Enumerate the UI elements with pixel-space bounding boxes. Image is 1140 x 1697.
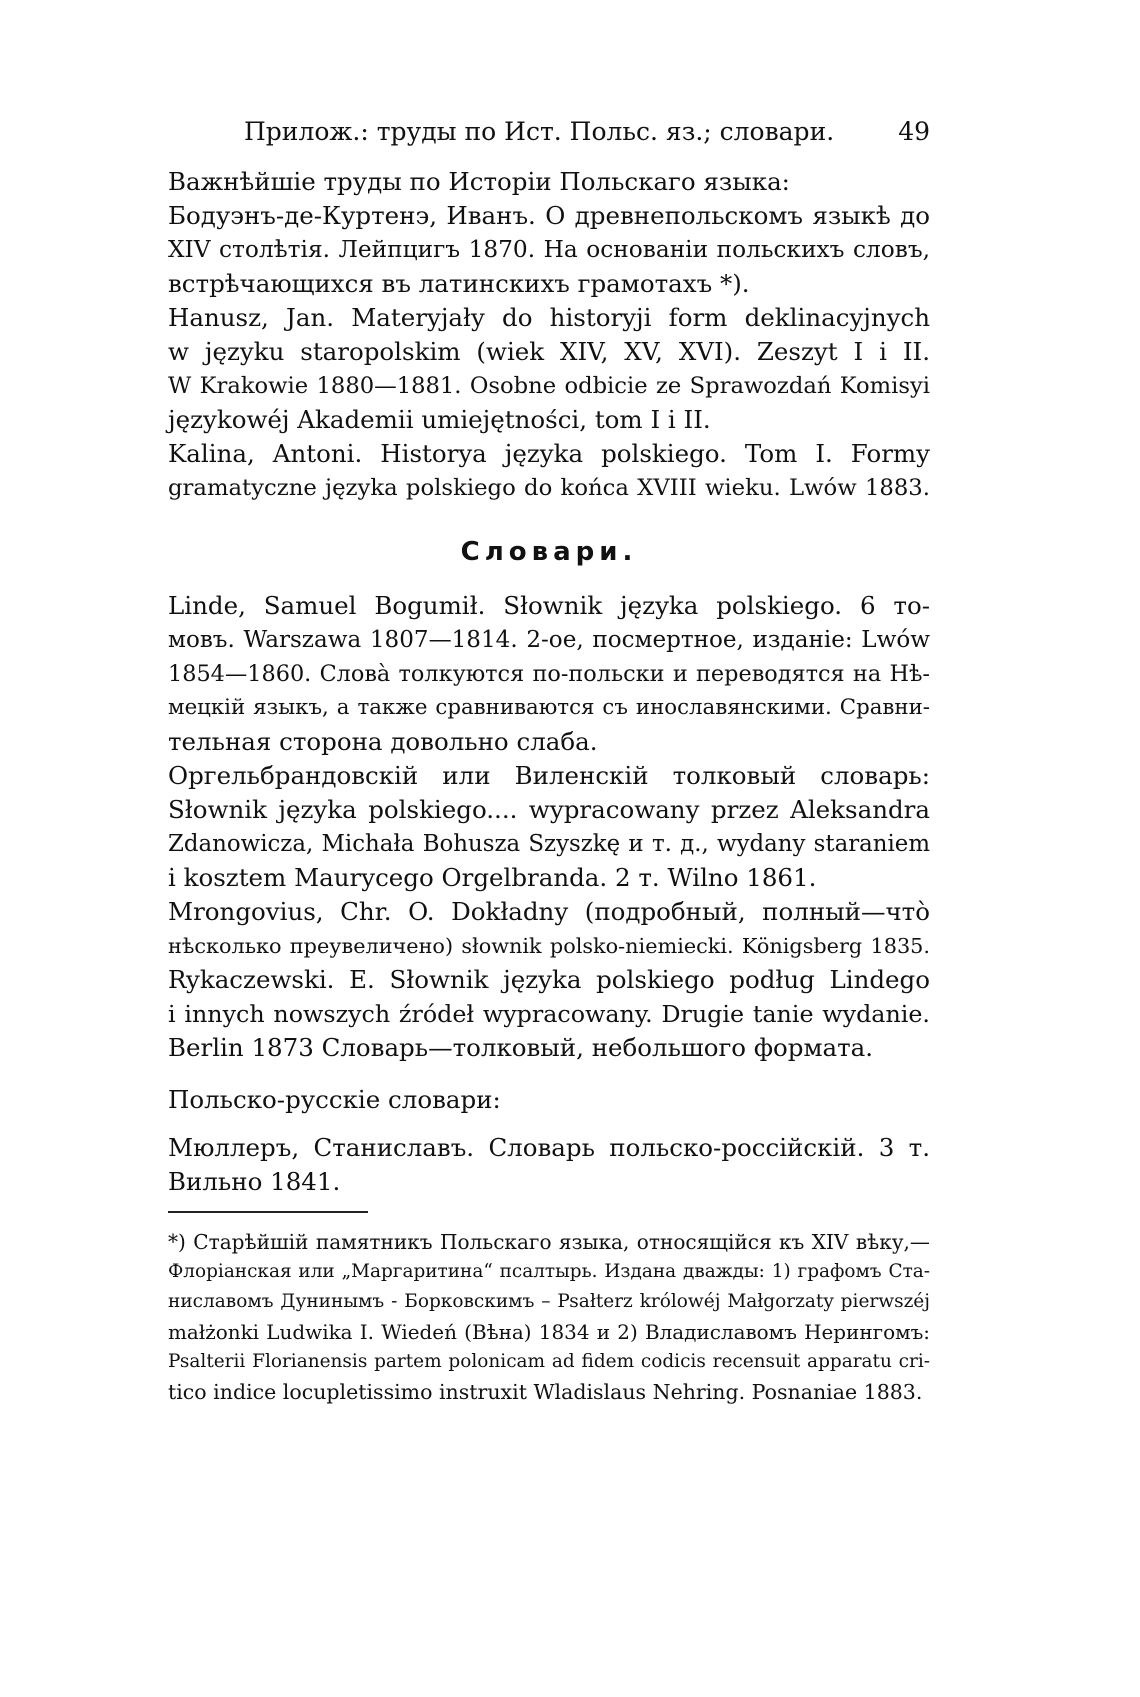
subsection-block — [168, 1083, 930, 1199]
text-line: W Krakowie 1880—1881. Osobne odbicie ze Sprawozdań Komisyi — [168, 373, 930, 399]
intro-heading: Важнѣйшіе труды по Исторіи Польскаго языка: — [168, 167, 790, 196]
text-line: Бодуэнъ-де-Куртенэ, Иванъ. О древнепольскомъ языкѣ до — [168, 201, 930, 230]
page-number: 49 — [898, 117, 930, 146]
text-line: Мюллеръ, Станиславъ. Словарь польско-россійскій. 3 т. — [168, 1133, 930, 1162]
text-line: нѣсколько преувеличено) słownik polsko-niemiecki. Königsberg 1835. — [168, 934, 930, 958]
section-block — [168, 589, 930, 1065]
text-line: мецкій языкъ, а также сравниваются съ инославянскими. Сравни- — [168, 695, 930, 720]
footnote-line: ниславомъ Дунинымъ - Борковскимъ – Psałterz królowéj Małgorzaty pierwszéj — [168, 1291, 930, 1312]
text-line: Kalina, Antoni. Historya języka polskiego. Tom I. Formy — [168, 439, 930, 468]
text-line: XIV столѣтія. Лейпцигъ 1870. На основаніи польскихъ словъ, — [168, 236, 930, 263]
text-line: Rykaczewski. E. Słownik języka polskiego podług Lindego — [168, 965, 930, 994]
footnote-line: Psalterii Florianensis partem polonicam ad fidem codicis recensuit apparatu cri- — [168, 1351, 930, 1372]
text-line: 1854—1860. Словà толкуются по-польски и переводятся на Нѣ- — [168, 661, 930, 687]
text-line: Hanusz, Jan. Materyjały do historyji form deklinacyjnych — [168, 303, 930, 332]
text-line: встрѣчающихся въ латинскихъ грамотахъ *). — [168, 269, 750, 298]
section-heading: Словари. — [460, 537, 638, 567]
page — [168, 115, 930, 1407]
text-line: językowéj Akademii umiejętności, tom I i II. — [168, 405, 711, 434]
text-line: Вильно 1841. — [168, 1167, 341, 1196]
text-line: тельная сторона довольно слаба. — [168, 727, 598, 756]
footnote-line: tico indice locupletissimo instruxit Wladislaus Nehring. Posnaniae 1883. — [168, 1380, 923, 1404]
text-line: w języku staropolskim (wiek XIV, XV, XVI). Zeszyt I i II. — [168, 337, 930, 366]
text-line: i innych nowszych źródeł wypracowany. Drugie tanie wydanie. — [168, 1000, 930, 1028]
footnote-rule — [168, 1211, 368, 1213]
text-line: Słownik języka polskiego.... wypracowany przez Aleksandra — [168, 795, 930, 824]
footnote — [168, 1227, 930, 1407]
text-line: Mrongovius, Chr. O. Dokładny (подробный, полный—чтò — [168, 897, 930, 926]
text-line: Zdanowicza, Michała Bohusza Szyszkę и т. д., wydany staraniem — [168, 831, 930, 857]
running-head — [168, 115, 930, 149]
text-line: Berlin 1873 Словарь—толковый, небольшого формата. — [168, 1033, 874, 1062]
footnote-line: Флоріанская или „Маргаритина“ псалтырь. Издана дважды: 1) графомъ Ста- — [168, 1261, 930, 1282]
running-head-title: Прилож.: труды по Ист. Польс. яз.; словари. — [244, 117, 835, 146]
text-line: Linde, Samuel Bogumił. Słownik języka polskiego. 6 то- — [168, 591, 930, 620]
footnote-line: *) Старѣйшій памятникъ Польскаго языка, относящійся къ XIV вѣку,— — [168, 1230, 930, 1254]
text-line: i kosztem Maurycego Orgelbranda. 2 т. Wilno 1861. — [168, 863, 817, 892]
text-line: Оргельбрандовскій или Виленскій толковый словарь: — [168, 761, 930, 790]
subsection-heading: Польско-русскіе словари: — [168, 1085, 501, 1114]
text-line: мовъ. Warszawa 1807—1814. 2-ое, посмертное, изданіе: Lwów — [168, 627, 930, 653]
intro-block — [168, 165, 930, 505]
footnote-line: małżonki Ludwika I. Wiedeń (Вѣна) 1834 и 2) Владиславомъ Нерингомъ: — [168, 1320, 930, 1344]
text-line: gramatyczne języka polskiego do końca XVIII wieku. Lwów 1883. — [168, 475, 930, 501]
